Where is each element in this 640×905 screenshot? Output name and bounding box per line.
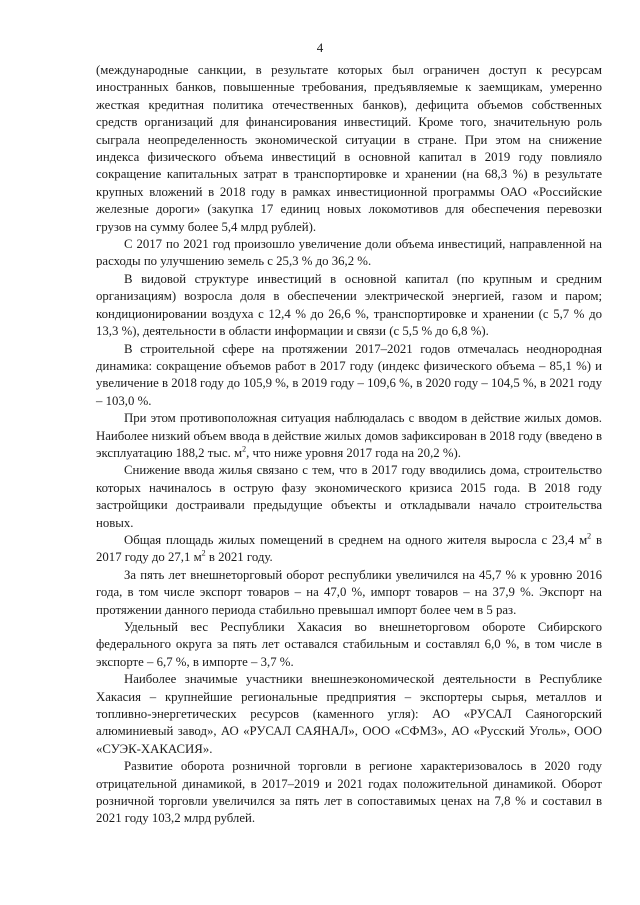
paragraph-2: С 2017 по 2021 год произошло увеличение доли объема инвестиций, направленной на расходы по улучшению земель с 25,3 % до 36,2 %.: [96, 237, 602, 269]
paragraph-5: [96, 410, 602, 462]
paragraph-10: Наиболее значимые участники внешнеэкономической деятельности в Республике Хакасия – крупнейшие региональные предприятия – экспортеры сырья, металлов и топливно-энергетических ресурсов (каменного угля): АО «РУСАЛ Саяногорский алюминиевый завод», АО «РУСАЛ САЯНАЛ», ООО «СФМЗ», АО «Русский Уголь», ООО «СУЭК-ХАКАСИЯ».: [96, 672, 602, 756]
superscript-2: 2: [201, 549, 206, 559]
paragraph-5-text-a: При этом противоположная ситуация наблюдалась с вводом в действие жилых домов. Наиболее низкий объем ввода в действие жилых домов зафиксирован в 2018 году (введено в эксплуатацию 188,2 тыс. м: [96, 411, 602, 460]
paragraph-6: Снижение ввода жилья связано с тем, что в 2017 году вводились дома, строительство которых начиналось в острую фазу экономического кризиса 2015 года. В 2018 году застройщики достраивали предыдущие объекты и откладывали начало строительства новых.: [96, 463, 602, 530]
superscript-2: 2: [242, 444, 247, 454]
body-text: [96, 62, 602, 828]
paragraph-7-text-c: в 2021 году.: [205, 550, 273, 565]
paragraph-1: (международные санкции, в результате которых был ограничен доступ к ресурсам иностранных банков, повышенные требования, предъявляемые к заемщикам, умеренно жесткая кредитная политика отечественных банков), дефицита объемов собственных средств организаций для финансирования инвестиций. Кроме того, значительную роль сыграла неопределенность экономической ситуации в стране. При этом на снижение индекса физического объема инвестиций в основной капитал в 2019 году повлияло сокращение капитальных затрат в транспортировке и хранении (на 68,3 %) в результате крупных вложений в 2018 году в рамках инвестиционной программы ОАО «Российские железные дороги» (закупка 17 единиц новых локомотивов для обеспечения перевозки грузов на сумму более 5,4 млрд рублей).: [96, 63, 602, 234]
paragraph-3: В видовой структуре инвестиций в основной капитал (по крупным и средним организациям) возросла доля в обеспечении электрической энергией, газом и паром; кондиционировании воздуха с 12,4 % до 26,6 %, транспортировке и хранении (с 5,7 % до 13,3 %), деятельности в области информации и связи (с 5,5 % до 6,8 %).: [96, 271, 602, 339]
paragraph-9: Удельный вес Республики Хакасия во внешнеторговом обороте Сибирского федерального округа за пять лет оставался стабильным и составлял 6,0 %, в том числе в экспорте – 6,7 %, в импорте – 3,7 %.: [96, 620, 602, 669]
paragraph-8: За пять лет внешнеторговый оборот республики увеличился на 45,7 % к уровню 2016 года, в том числе экспорт товаров – на 47,0 %, импорт товаров – на 37,9 %. Экспорт на протяжении данного периода стабильно превышал импорт более чем в 5 раз.: [96, 567, 602, 617]
superscript-2: 2: [587, 531, 592, 541]
paragraph-5-text-b: , что ниже уровня 2017 года на 20,2 %).: [246, 445, 462, 460]
page-number: 4: [316, 40, 324, 55]
paragraph-7: [96, 532, 602, 567]
paragraph-11: Развитие оборота розничной торговли в регионе характеризовалось в 2020 году отрицательной динамикой, в 2017–2019 и 2021 годах положительной динамикой. Оборот розничной торговли увеличился за пять лет в сопоставимых ценах на 7,8 % и составил в 2021 году 103,2 млрд рублей.: [96, 759, 602, 826]
paragraph-7-text-b: в 2017 году до 27,1 м: [96, 532, 602, 565]
paragraph-4: В строительной сфере на протяжении 2017–2021 годов отмечалась неоднородная динамика: сокращение объемов работ в 2017 году (индекс физического объема – 85,1 %) и увеличение в 2018 году до 105,9 %, в 2019 году – 109,6 %, в 2020 году – 104,5 %, в 2021 году – 103,0 %.: [96, 341, 602, 408]
paragraph-7-text-a: Общая площадь жилых помещений в среднем на одного жителя выросла с 23,4 м: [124, 532, 588, 547]
